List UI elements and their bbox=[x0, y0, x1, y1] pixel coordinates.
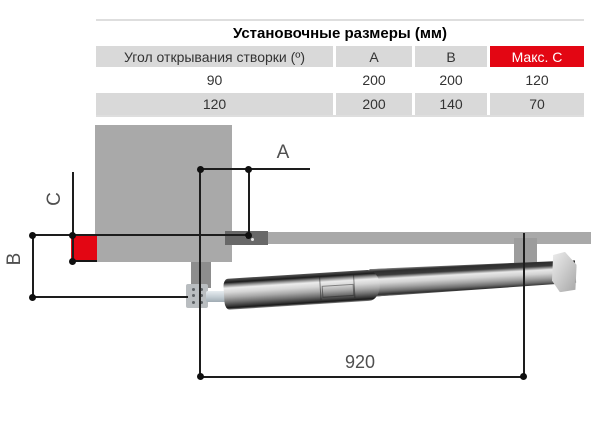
dim-dot bbox=[29, 232, 36, 239]
table-cell-angle-120: 120 bbox=[96, 93, 333, 115]
col-header-angle: Угол открывания створки (º) bbox=[96, 46, 333, 67]
release-cover-detail bbox=[322, 284, 355, 298]
dim-line-b-vertical bbox=[32, 234, 34, 298]
table-cell-c-120: 70 bbox=[490, 93, 584, 115]
col-header-b: B bbox=[415, 46, 487, 67]
red-clearance-marker bbox=[71, 235, 97, 262]
actuator-rail-end-cap bbox=[550, 251, 578, 292]
table-title: Установочные размеры (мм) bbox=[96, 21, 584, 46]
dim-line-920-right-vertical bbox=[523, 233, 525, 378]
col-header-max-c: Макс. C bbox=[490, 46, 584, 67]
dim-dot bbox=[245, 232, 252, 239]
table-cell-a-90: 200 bbox=[336, 69, 412, 91]
table-cell-angle-90: 90 bbox=[96, 69, 333, 91]
table-cell-a-120: 200 bbox=[336, 93, 412, 115]
dim-line-a-vertical bbox=[248, 168, 250, 238]
dim-dot bbox=[197, 373, 204, 380]
rear-mounting-plate bbox=[186, 284, 208, 308]
dim-dot bbox=[69, 258, 76, 265]
dim-label-920: 920 bbox=[344, 352, 376, 372]
table-cell-b-120: 140 bbox=[415, 93, 487, 115]
leaf-attachment-bracket bbox=[514, 238, 537, 264]
dim-line-920-horizontal bbox=[199, 376, 525, 378]
dimensions-table bbox=[96, 19, 584, 117]
dim-line-hinge-vertical bbox=[199, 168, 201, 378]
dim-label-c: C bbox=[44, 192, 65, 206]
dim-dot bbox=[69, 232, 76, 239]
dim-dot bbox=[245, 166, 252, 173]
dim-dot bbox=[197, 166, 204, 173]
dim-line-a-horizontal bbox=[198, 168, 310, 170]
col-header-a: A bbox=[336, 46, 412, 67]
actuator-motor-body bbox=[223, 269, 381, 310]
dim-label-b: B bbox=[4, 252, 25, 266]
table-cell-c-90: 120 bbox=[490, 69, 584, 91]
dim-line-c-vertical bbox=[72, 172, 74, 263]
table-cell-b-90: 200 bbox=[415, 69, 487, 91]
gate-post bbox=[95, 125, 232, 262]
dim-dot bbox=[29, 294, 36, 301]
gate-leaf bbox=[232, 232, 591, 244]
dim-dot bbox=[520, 373, 527, 380]
dim-line-b-bottom bbox=[32, 296, 188, 298]
dim-line-b-top bbox=[31, 234, 250, 236]
table-grid bbox=[96, 46, 584, 115]
actuator-slide-rail bbox=[369, 258, 576, 297]
dim-label-a: A bbox=[276, 142, 290, 163]
